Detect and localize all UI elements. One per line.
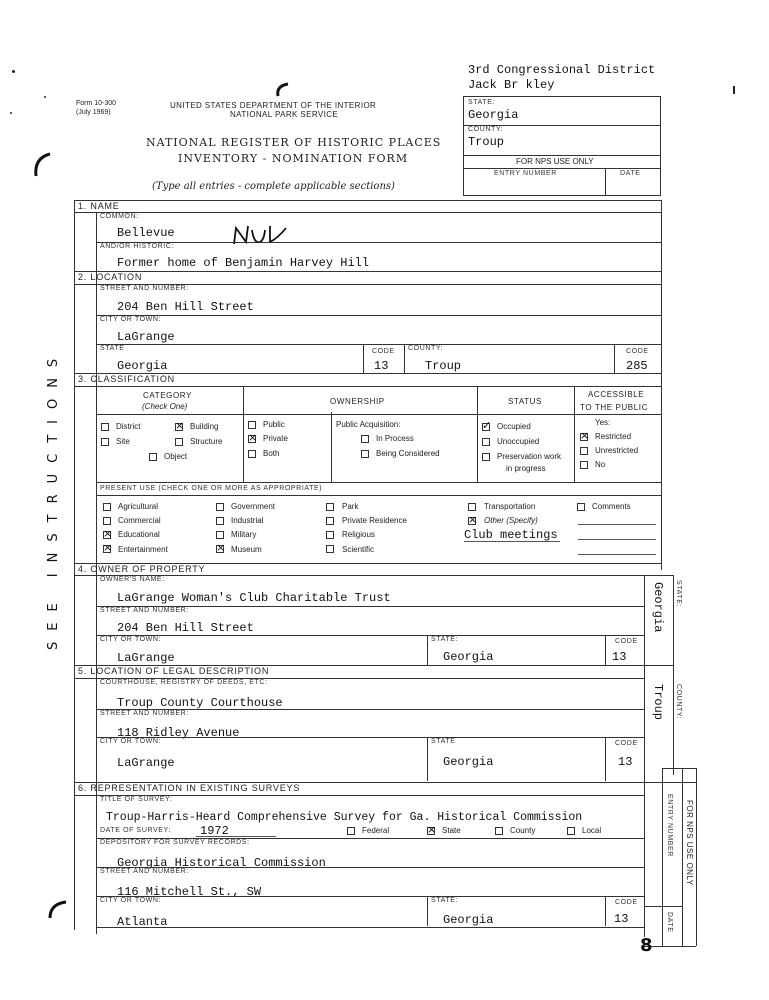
location-street-value: 204 Ben Hill Street xyxy=(117,300,254,314)
educational-checkbox[interactable] xyxy=(103,531,111,539)
state-label: STATE: xyxy=(468,99,496,106)
comments-checkbox[interactable] xyxy=(577,503,585,511)
in-process-checkbox[interactable] xyxy=(361,435,369,443)
form-number: Form 10-300 xyxy=(76,100,117,107)
comments-label: Comments xyxy=(592,502,631,511)
owner-name-value: LaGrange Woman's Club Charitable Trust xyxy=(117,591,391,605)
structure-checkbox[interactable] xyxy=(175,438,183,446)
occupied-label: Occupied xyxy=(497,422,531,431)
depository-city-label: CITY OR TOWN: xyxy=(100,897,162,904)
section-1-heading: 1. NAME xyxy=(78,201,120,211)
commercial-label: Commercial xyxy=(118,516,161,525)
category-head: CATEGORY xyxy=(143,391,192,400)
section-5-heading: 5. LOCATION OF LEGAL DESCRIPTION xyxy=(78,666,270,676)
county-survey-label: County xyxy=(510,826,536,835)
transportation-checkbox[interactable] xyxy=(468,503,476,511)
private-residence-checkbox[interactable] xyxy=(326,517,334,525)
private-checkbox[interactable] xyxy=(248,435,256,443)
section-6-heading: 6. REPRESENTATION IN EXISTING SURVEYS xyxy=(78,783,301,793)
yes-label: Yes: xyxy=(595,418,611,427)
state-county-box xyxy=(463,96,661,196)
side-date-label: DATE xyxy=(666,912,673,933)
depository-label: DEPOSITORY FOR SURVEY RECORDS: xyxy=(100,839,250,846)
owner-street-value: 204 Ben Hill Street xyxy=(117,621,254,635)
scan-speck xyxy=(733,86,735,94)
federal-label: Federal xyxy=(362,826,390,835)
legal-code-value: 13 xyxy=(618,755,633,769)
agricultural-label: Agricultural xyxy=(118,502,159,511)
no-label: No xyxy=(595,460,606,469)
survey-date-label: DATE OF SURVEY: xyxy=(100,827,171,834)
military-checkbox[interactable] xyxy=(216,531,224,539)
religious-checkbox[interactable] xyxy=(326,531,334,539)
historic-name-value: Former home of Benjamin Harvey Hill xyxy=(117,256,370,270)
legal-city-label: CITY OR TOWN: xyxy=(100,738,162,745)
federal-checkbox[interactable] xyxy=(347,827,355,835)
handwritten-mark xyxy=(232,222,288,248)
government-checkbox[interactable] xyxy=(216,503,224,511)
owner-state-value: Georgia xyxy=(443,650,494,664)
park-label: Park xyxy=(342,502,359,511)
military-label: Military xyxy=(231,530,257,539)
location-county-label: COUNTY: xyxy=(408,345,444,352)
in-process-label: In Process xyxy=(376,434,414,443)
location-street-label: STREET AND NUMBER: xyxy=(100,285,189,292)
industrial-checkbox[interactable] xyxy=(216,517,224,525)
corner-hole-mark xyxy=(44,898,70,922)
site-checkbox[interactable] xyxy=(101,438,109,446)
unoccupied-checkbox[interactable] xyxy=(482,438,490,446)
entertainment-checkbox[interactable] xyxy=(103,545,111,553)
date-label: DATE xyxy=(620,170,641,177)
depository-street-value: 116 Mitchell St., SW xyxy=(117,885,262,899)
common-name-value: Bellevue xyxy=(117,226,175,240)
courthouse-label: COURTHOUSE, REGISTRY OF DEEDS, ETC: xyxy=(100,679,268,686)
instructions-note: (Type all entries - complete applicable sections) xyxy=(152,181,395,192)
museum-label: Museum xyxy=(231,545,262,554)
present-use-label: PRESENT USE (CHECK ONE OR MORE AS APPROPRIATE) xyxy=(100,485,323,492)
both-checkbox[interactable] xyxy=(248,450,256,458)
side-entry-number-label: ENTRY NUMBER xyxy=(666,794,673,857)
local-survey-checkbox[interactable] xyxy=(567,827,575,835)
depository-city-value: Atlanta xyxy=(117,915,168,929)
depository-state-value: Georgia xyxy=(443,913,494,927)
agency-line-1: UNITED STATES DEPARTMENT OF THE INTERIOR xyxy=(170,101,377,110)
museum-checkbox[interactable] xyxy=(216,545,224,553)
county-label: COUNTY: xyxy=(468,126,504,133)
state-survey-label: State xyxy=(442,826,461,835)
state-value: Georgia xyxy=(468,108,519,122)
location-county-code-label: CODE xyxy=(626,348,649,355)
depository-value: Georgia Historical Commission xyxy=(117,856,326,870)
legal-state-value: Georgia xyxy=(443,755,494,769)
section-3-heading: 3. CLASSIFICATION xyxy=(78,374,175,384)
location-city-label: CITY OR TOWN: xyxy=(100,316,162,323)
location-county-value: Troup xyxy=(425,359,462,373)
park-checkbox[interactable] xyxy=(326,503,334,511)
nps-use-label: FOR NPS USE ONLY xyxy=(516,157,594,166)
location-state-label: STATE xyxy=(100,345,125,352)
scientific-label: Scientific xyxy=(342,545,375,554)
structure-label: Structure xyxy=(190,437,223,446)
owner-code-value: 13 xyxy=(612,650,627,664)
preservation-checkbox[interactable] xyxy=(482,453,490,461)
survey-title-label: TITLE OF SURVEY: xyxy=(100,796,173,803)
accessible-head-2: TO THE PUBLIC xyxy=(580,403,648,412)
county-value: Troup xyxy=(468,135,505,149)
both-label: Both xyxy=(263,449,280,458)
district-checkbox[interactable] xyxy=(101,423,109,431)
form-date: (July 1969) xyxy=(76,109,111,116)
survey-title-value: Troup-Harris-Heard Comprehensive Survey for Ga. Historical Commission xyxy=(106,811,583,824)
state-survey-checkbox[interactable] xyxy=(427,827,435,835)
location-county-code: 285 xyxy=(626,359,648,373)
courthouse-value: Troup County Courthouse xyxy=(117,696,283,710)
agency-line-2: NATIONAL PARK SERVICE xyxy=(230,110,339,119)
location-state-value: Georgia xyxy=(117,359,168,373)
location-city-value: LaGrange xyxy=(117,330,175,344)
preservation-label-1: Preservation work xyxy=(497,452,562,461)
private-residence-label: Private Residence xyxy=(342,516,407,525)
legal-state-label: STATE xyxy=(431,738,456,745)
representative-name: Jack Br kley xyxy=(468,78,555,92)
district-label: District xyxy=(116,422,141,431)
government-label: Government xyxy=(231,502,276,511)
side-county-value: Troup xyxy=(651,684,665,721)
owner-code-label: CODE xyxy=(615,638,638,645)
unrestricted-label: Unrestricted xyxy=(595,446,639,455)
owner-name-label: OWNER'S NAME: xyxy=(100,576,165,583)
ownership-head: OWNERSHIP xyxy=(330,397,385,406)
transportation-label: Transportation xyxy=(484,502,536,511)
object-label: Object xyxy=(164,452,188,461)
no-checkbox[interactable] xyxy=(580,461,588,469)
owner-city-label: CITY OR TOWN: xyxy=(100,636,162,643)
site-label: Site xyxy=(116,437,130,446)
owner-street-label: STREET AND NUMBER: xyxy=(100,607,189,614)
private-label: Private xyxy=(263,434,288,443)
side-state-label: STATE: xyxy=(675,580,682,608)
common-name-label: COMMON: xyxy=(100,213,139,220)
public-checkbox[interactable] xyxy=(248,421,256,429)
owner-state-label: STATE: xyxy=(431,636,459,643)
survey-date-value: 1972 xyxy=(200,824,229,838)
depository-code-value: 13 xyxy=(614,912,629,926)
industrial-label: Industrial xyxy=(231,516,264,525)
county-survey-checkbox[interactable] xyxy=(495,827,503,835)
depository-code-label: CODE xyxy=(615,899,638,906)
commercial-checkbox[interactable] xyxy=(103,517,111,525)
side-nps-use-label: FOR NPS USE ONLY xyxy=(685,800,694,886)
being-considered-label: Being Considered xyxy=(376,449,440,458)
side-county-label: COUNTY: xyxy=(675,684,682,720)
section-2-heading: 2. LOCATION xyxy=(78,272,143,282)
unrestricted-checkbox[interactable] xyxy=(580,447,588,455)
side-state-value: Georgia xyxy=(651,582,665,633)
status-head: STATUS xyxy=(508,397,542,406)
restricted-checkbox[interactable] xyxy=(580,433,588,441)
scan-speck xyxy=(12,70,15,73)
restricted-label: Restricted xyxy=(595,432,632,441)
scan-speck xyxy=(10,112,12,114)
category-sub: (Check One) xyxy=(142,402,188,411)
entry-number-label: ENTRY NUMBER xyxy=(494,170,557,177)
scan-speck xyxy=(44,96,46,98)
congressional-district: 3rd Congressional District xyxy=(468,63,656,77)
section-4-heading: 4. OWNER OF PROPERTY xyxy=(78,564,206,574)
corner-hole-mark xyxy=(30,150,54,180)
location-code-label: CODE xyxy=(372,348,395,355)
depository-state-label: STATE: xyxy=(431,897,459,904)
educational-label: Educational xyxy=(118,530,160,539)
page-number: 8 xyxy=(640,935,653,956)
accessible-head-1: ACCESSIBLE xyxy=(588,390,645,399)
legal-city-value: LaGrange xyxy=(117,756,175,770)
legal-street-label: STREET AND NUMBER: xyxy=(100,710,189,717)
building-label: Building xyxy=(190,422,219,431)
form-title-1: NATIONAL REGISTER OF HISTORIC PLACES xyxy=(146,136,442,149)
top-hole-mark xyxy=(272,80,292,100)
public-label: Public xyxy=(263,420,285,429)
legal-code-label: CODE xyxy=(615,740,638,747)
building-checkbox[interactable] xyxy=(175,423,183,431)
public-acquisition-label: Public Acquisition: xyxy=(336,420,401,429)
preservation-label-2: in progress xyxy=(506,464,546,473)
location-state-code: 13 xyxy=(374,359,389,373)
being-considered-checkbox[interactable] xyxy=(361,450,369,458)
local-survey-label: Local xyxy=(582,826,602,835)
depository-street-label: STREET AND NUMBER: xyxy=(100,868,189,875)
legal-street-value: 118 Ridley Avenue xyxy=(117,726,240,740)
unoccupied-label: Unoccupied xyxy=(497,437,540,446)
form-title-2: INVENTORY - NOMINATION FORM xyxy=(178,152,409,165)
occupied-checkbox[interactable] xyxy=(482,423,490,431)
other-checkbox[interactable] xyxy=(468,517,476,525)
scientific-checkbox[interactable] xyxy=(326,545,334,553)
owner-city-value: LaGrange xyxy=(117,651,175,665)
see-instructions-margin: SEE INSTRUCTIONS xyxy=(46,347,61,650)
agricultural-checkbox[interactable] xyxy=(103,503,111,511)
object-checkbox[interactable] xyxy=(149,453,157,461)
religious-label: Religious xyxy=(342,530,375,539)
entertainment-label: Entertainment xyxy=(118,545,168,554)
other-value: Club meetings xyxy=(464,528,558,542)
other-label: Other (Specify) xyxy=(484,516,538,525)
historic-name-label: AND/OR HISTORIC: xyxy=(100,243,175,250)
